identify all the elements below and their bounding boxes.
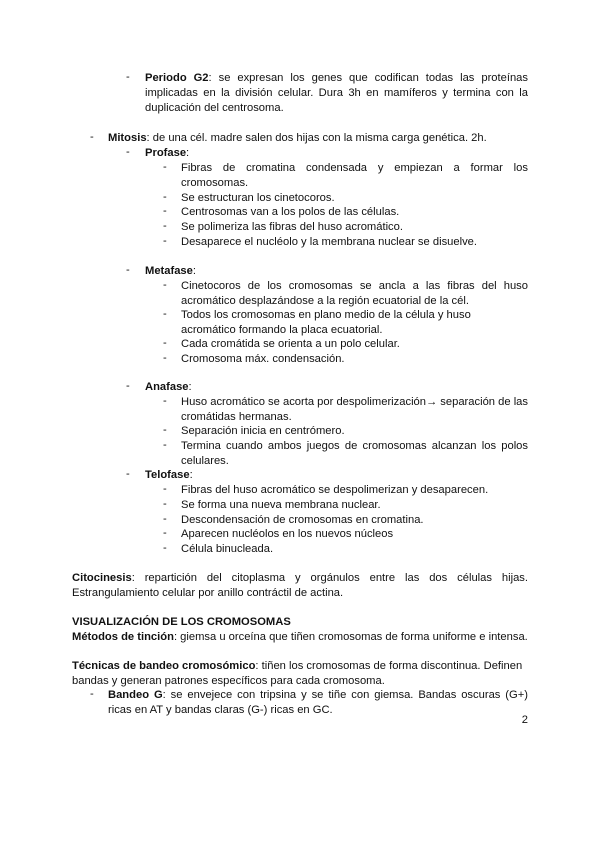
profase-item: Desaparece el nucléolo y la membrana nuclear se disuelve.	[181, 236, 478, 248]
telofase-heading	[145, 468, 193, 483]
bullet-dash: -	[90, 688, 94, 700]
metafase-item: Cinetocoros de los cromosomas se ancla a las fibras del huso acromático desplazándose a la región ecuatorial de la cél.	[181, 280, 528, 307]
bullet-dash: -	[163, 439, 167, 451]
profase-term: Profase	[145, 147, 187, 159]
bullet-dash: -	[163, 337, 167, 349]
metafase-item: Cada cromátida se orienta a un polo celular.	[181, 338, 400, 350]
bullet-dash: -	[163, 235, 167, 247]
section-heading	[72, 615, 528, 630]
mitosis-paragraph	[108, 131, 528, 146]
bandeo-text: : tiñen los cromosomas de forma discontinua. Definen bandas y generan patrones específicos para cada cromosoma.	[72, 660, 523, 687]
bullet-dash: -	[90, 131, 94, 143]
bullet-dash: -	[163, 542, 167, 554]
bullet-dash: -	[163, 395, 167, 407]
metafase-term: Metafase	[145, 265, 193, 277]
g2-term: Periodo G2	[145, 72, 209, 84]
citocinesis-text: : repartición del citoplasma y orgánulos entre las dos células hijas. Estrangulamiento celular por anillo contráctil de actina.	[72, 572, 528, 599]
bullet-dash: -	[163, 161, 167, 173]
metafase-item: Cromosoma máx. condensación.	[181, 353, 345, 365]
bullet-dash: -	[126, 71, 130, 83]
bullet-dash: -	[163, 424, 167, 436]
bullet-dash: -	[163, 220, 167, 232]
metodos-text: : giemsa u orceína que tiñen cromosomas de forma uniforme e intensa.	[173, 631, 528, 643]
bandeo-g-term: Bandeo G	[108, 689, 163, 701]
telofase-term: Telofase	[145, 469, 190, 481]
metodos-term: Métodos de tinción	[72, 631, 174, 643]
telofase-item: Fibras del huso acromático se despolimerizan y desaparecen.	[181, 484, 489, 496]
anafase-colon: :	[188, 381, 192, 393]
bandeo-g-text: : se envejece con tripsina y se tiñe con giemsa. Bandas oscuras (G+) ricas en AT y bandas claras (G-) ricas en GC.	[108, 689, 528, 716]
metafase-colon: :	[192, 265, 196, 277]
anafase-heading	[145, 380, 192, 395]
bullet-dash: -	[126, 380, 130, 392]
mitosis-text: : de una cél. madre salen dos hijas con la misma carga genética. 2h.	[146, 132, 487, 144]
anafase-item: Separación inicia en centrómero.	[181, 425, 345, 437]
profase-colon: :	[186, 147, 190, 159]
g2-paragraph	[145, 71, 528, 116]
bullet-dash: -	[163, 513, 167, 525]
telofase-colon: :	[189, 469, 193, 481]
metodos-paragraph	[72, 630, 528, 645]
bullet-dash: -	[126, 264, 130, 276]
bullet-dash: -	[126, 468, 130, 480]
telofase-item: Aparecen nucléolos en los nuevos núcleos	[181, 528, 394, 540]
bullet-dash: -	[163, 279, 167, 291]
bandeo-term: Técnicas de bandeo cromosómico	[72, 660, 256, 672]
bandeo-paragraph	[72, 659, 528, 689]
telofase-item: Célula binucleada.	[181, 543, 274, 555]
page-number: 2	[521, 714, 528, 726]
profase-heading	[145, 146, 189, 161]
profase-item: Se estructuran los cinetocoros.	[181, 192, 335, 204]
anafase-term: Anafase	[145, 381, 189, 393]
metafase-heading	[145, 264, 196, 279]
mitosis-term: Mitosis	[108, 132, 147, 144]
anafase-item: Huso acromático se acorta por despolimerización→ separación de las cromátidas hermanas.	[181, 396, 528, 423]
profase-item: Fibras de cromatina condensada y empiezan a formar los cromosomas.	[181, 162, 528, 189]
profase-item: Se polimeriza las fibras del huso acromático.	[181, 221, 403, 233]
bullet-dash: -	[163, 527, 167, 539]
bullet-dash: -	[163, 498, 167, 510]
bandeo-g-paragraph	[108, 688, 528, 718]
bullet-dash: -	[163, 205, 167, 217]
telofase-item: Se forma una nueva membrana nuclear.	[181, 499, 381, 511]
citocinesis-term: Citocinesis	[72, 572, 132, 584]
bullet-dash: -	[163, 308, 167, 320]
bullet-dash: -	[163, 352, 167, 364]
bullet-dash: -	[126, 146, 130, 158]
anafase-item: Termina cuando ambos juegos de cromosomas alcanzan los polos celulares.	[181, 440, 528, 467]
bullet-dash: -	[163, 191, 167, 203]
g2-text: : se expresan los genes que codifican todas las proteínas implicadas en la división celular. Dura 3h en mamíferos y termina con la duplicación del centrosoma.	[145, 72, 528, 114]
bullet-dash: -	[163, 483, 167, 495]
metafase-item: Todos los cromosomas en plano medio de la célula y huso acromático formando la placa ecuatorial.	[181, 309, 471, 336]
profase-item: Centrosomas van a los polos de las células.	[181, 206, 400, 218]
telofase-item: Descondensación de cromosomas en cromatina.	[181, 514, 424, 526]
citocinesis-paragraph	[72, 571, 528, 601]
section-heading-text: VISUALIZACIÓN DE LOS CROMOSOMAS	[72, 616, 291, 628]
